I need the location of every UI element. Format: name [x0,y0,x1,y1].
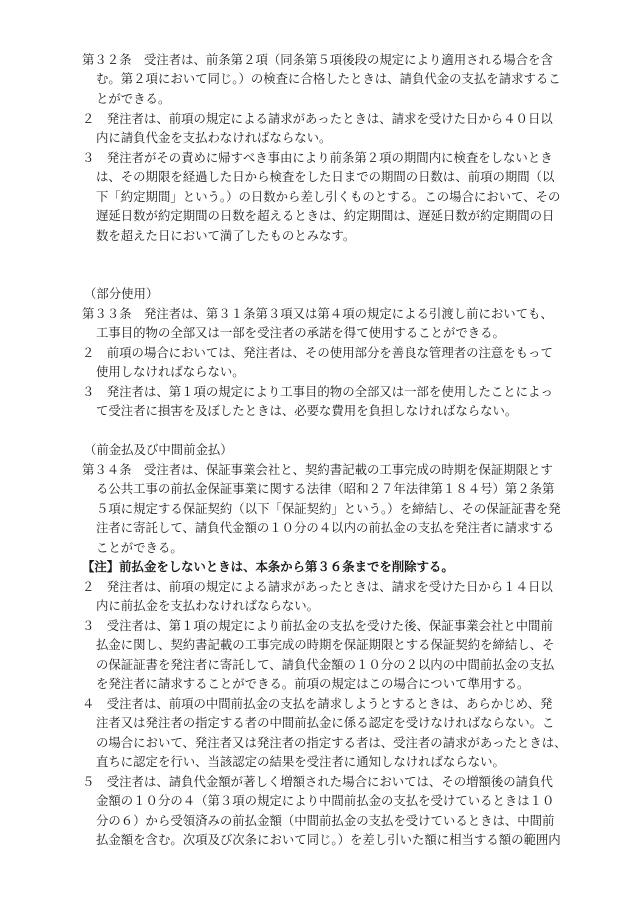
text-line: ことができる。 [96,539,183,555]
text-line: 払金額を含む。次項及び次条において同じ。）を差し引いた額に相当する額の範囲内 [96,832,561,848]
text-line: ３ 受注者は、第１項の規定により前払金の支払を受けた後、保証事業会社と中間前 [82,618,553,633]
note-line [82,557,552,576]
text-line: ２ 前項の場合においては、発注者は、その使用部分を善良な管理者の注意をもって [82,345,553,360]
text-line: の場合において、発注者又は発注者の指定する者は、受注者の請求があったときは、 [96,734,567,750]
text-line: ４ 受注者は、前項の中間前払金の支払を請求しようとするときは、あらかじめ、発 [82,696,553,711]
article-33-heading: （部分使用） [84,286,159,301]
text-line: る公共工事の前払金保証事業に関する法律（昭和２７年法律第１８４号）第２条第 [96,481,555,497]
text-line: む。第２項において同じ。）の検査に合格したときは、請負代金の支払を請求するこ [96,71,561,87]
text-line: 第３４条 受注者は、保証事業会社と、契約書記載の工事完成の時期を保証期限とす [82,462,553,477]
text-line: 工事目的物の全部又は一部を受注者の承諾を得て使用することができる。 [96,325,505,341]
text-line: 第３３条 発注者は、第３１条第３項又は第４項の規定による引渡し前においても、 [82,306,553,321]
text-line: は、その期限を経過した日から検査をした日までの期間の日数は、前項の期間（以 [96,169,555,185]
note-text: 【注】前払金をしないときは、本条から第３６条までを削除する。 [82,559,454,574]
article-34-para-3 [82,616,555,694]
text-line: の保証証書を発注者に寄託して、請負代金額の１０分の２以内の中間前払金の支払 [96,656,555,672]
text-line: 第３２条 受注者は、前条第２項（同条第５項後段の規定により適用される場合を含 [82,52,553,67]
text-line: 内に請負代金を支払わなければならない。 [96,130,332,146]
text-line: 内に前払金を支払わなければならない。 [96,598,320,614]
article-32-para-1 [82,50,561,108]
article-34-para-4 [82,694,567,772]
text-line: 払金に関し、契約書記載の工事完成の時期を保証期限とする保証契約を締結し、そ [96,637,555,653]
text-line: 金額の１０分の４（第３項の規定により中間前払金の支払を受けているときは１０ [96,793,555,809]
text-line: 分の６）から受領済みの前払金額（中間前払金の支払を受けているときは、中間前 [96,812,555,828]
article-33-para-2 [82,343,552,382]
text-line: ５項に規定する保証契約（以下「保証契約」という。）を締結し、その保証証書を発 [96,500,561,516]
article-34-para-1 [82,460,561,557]
article-32-para-2 [82,109,552,148]
article-32-para-3 [82,148,561,245]
article-33-para-1 [82,304,552,343]
text-line: とができる。 [96,90,171,106]
text-line: 下「約定期間」という。）の日数から差し引くものとする。この場合において、その [96,188,561,204]
article-34-heading: （前金払及び中間前金払） [84,442,233,457]
text-line: 直ちに認定を行い、当該認定の結果を受注者に通知しなければならない。 [96,754,505,770]
article-34-para-5 [82,772,561,850]
text-line: 数を超えた日において満了したものとみなす。 [96,227,356,243]
text-line: を発注者に請求することができる。前項の規定はこの場合について準用する。 [96,676,530,692]
text-line: ５ 受注者は、請負代金額が著しく増額された場合においては、その増額後の請負代 [82,774,553,789]
text-line: 注者又は発注者の指定する者の中間前払金に係る認定を受けなければならない。こ [96,715,555,731]
article-34-para-2 [82,577,552,616]
text-line: 使用しなければならない。 [96,364,245,380]
text-line: ２ 発注者は、前項の規定による請求があったときは、請求を受けた日から４０日以 [82,111,553,126]
text-line: 遅延日数が約定期間の日数を超えるときは、約定期間は、遅延日数が約定期間の日 [96,208,555,224]
article-33-para-3 [82,382,552,421]
text-line: 注者に寄託して、請負代金額の１０分の４以内の前払金の支払を発注者に請求する [96,520,555,536]
text-line: ３ 発注者がその責めに帰すべき事由により前条第２項の期間内に検査をしないとき [82,150,553,165]
text-line: て受注者に損害を及ぼしたときは、必要な費用を負担しなければならない。 [96,403,518,419]
text-line: ３ 発注者は、第１項の規定により工事目的物の全部又は一部を使用したことによっ [82,384,553,399]
text-line: ２ 発注者は、前項の規定による請求があったときは、請求を受けた日から１４日以 [82,579,553,594]
